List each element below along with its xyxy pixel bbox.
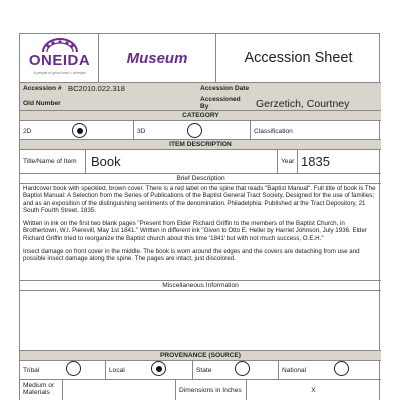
logo-word: ONEIDA xyxy=(28,52,91,69)
brief-description-text[interactable] xyxy=(23,185,377,269)
title-label: Title/Name of Item xyxy=(23,158,77,165)
dimensions-label: Dimensions in Inches xyxy=(179,387,242,394)
provenance-state-label: State xyxy=(196,367,212,374)
logo-arch-icon xyxy=(41,38,79,53)
misc-information-label: Miscellaneous Information xyxy=(162,282,239,289)
classification-label: Classification xyxy=(254,128,293,135)
category-2d-label: 2D xyxy=(23,128,32,135)
description-paragraph: Written in ink on the first two blank pages "Present from Elder Richard Griffin to the members of the Baptist Church, in Brothertown, W.I. Pierevill, May 1st 1841." Written in different ink "Given to Otto E. Heller by Harriet Johnson, July 1936. Elder Richard Griffin tried to reorganize the Baptist church about this time '1841' but with not much success, O.E.H." xyxy=(23,220,367,242)
category-header: CATEGORY xyxy=(20,111,381,120)
provenance-national-label: National xyxy=(282,367,307,374)
accession-date-field[interactable] xyxy=(255,84,375,94)
museum-label: Museum xyxy=(99,34,216,82)
medium-field[interactable] xyxy=(65,382,170,396)
old-number-field[interactable] xyxy=(68,98,188,108)
accession-number-field[interactable]: BC2010.022.318 xyxy=(68,84,126,93)
form-header xyxy=(20,34,381,82)
provenance-tribal-radio[interactable] xyxy=(66,361,81,376)
accessioned-by-label: Accessioned By xyxy=(200,96,241,110)
accession-date-label: Accession Date xyxy=(200,85,250,92)
year-label: Year xyxy=(281,158,295,165)
description-paragraph: Insect damage on front cover in the middle. The book is worn around the edges and the covers are detaching from use and possible insect damage along the spine. The pages are intact, just discolored. xyxy=(23,248,360,263)
accession-number-label: Accession # xyxy=(23,85,62,92)
description-paragraph: Hardcover book with speckled, brown cover. There is a red label on the spine that reads "Baptist Manual". Full title of book is The Baptist Manual: A Selection from the Series of Publications of the Baptist General Tract Society, Designed for the use of families; and as an exposition of the distinguishing sentiments of the denomination. Philadelphia: Published at the Tract Depository, 21 South Fourth Street. 1835. xyxy=(23,185,376,214)
dimensions-field[interactable]: X xyxy=(311,387,316,394)
accessioned-by-field[interactable]: Gerzetich, Courtney xyxy=(256,98,350,110)
category-3d-label: 3D xyxy=(137,128,146,135)
provenance-local-label: Local xyxy=(109,367,125,374)
classification-field[interactable] xyxy=(305,124,377,136)
provenance-header: PROVENANCE (SOURCE) xyxy=(20,351,381,360)
logo-tagline: A people of good heart • strength xyxy=(33,71,86,75)
year-field[interactable]: 1835 xyxy=(301,154,330,169)
category-3d-radio[interactable] xyxy=(187,123,202,138)
old-number-label: Old Number xyxy=(23,100,61,107)
title-field[interactable]: Book xyxy=(91,154,121,169)
provenance-local-radio[interactable] xyxy=(151,361,166,376)
accession-sheet-form xyxy=(19,33,380,400)
page-title: Accession Sheet xyxy=(244,50,353,66)
provenance-state-radio[interactable] xyxy=(235,361,250,376)
oneida-logo xyxy=(20,34,99,82)
brief-description-label: Brief Description xyxy=(176,175,225,182)
provenance-tribal-label: Tribal xyxy=(23,367,40,374)
provenance-national-radio[interactable] xyxy=(334,361,349,376)
medium-label: Medium or Materials xyxy=(23,382,55,397)
category-2d-radio[interactable] xyxy=(72,123,87,138)
misc-information-field[interactable] xyxy=(22,292,379,348)
item-description-header: ITEM DESCRIPTION xyxy=(20,140,381,149)
